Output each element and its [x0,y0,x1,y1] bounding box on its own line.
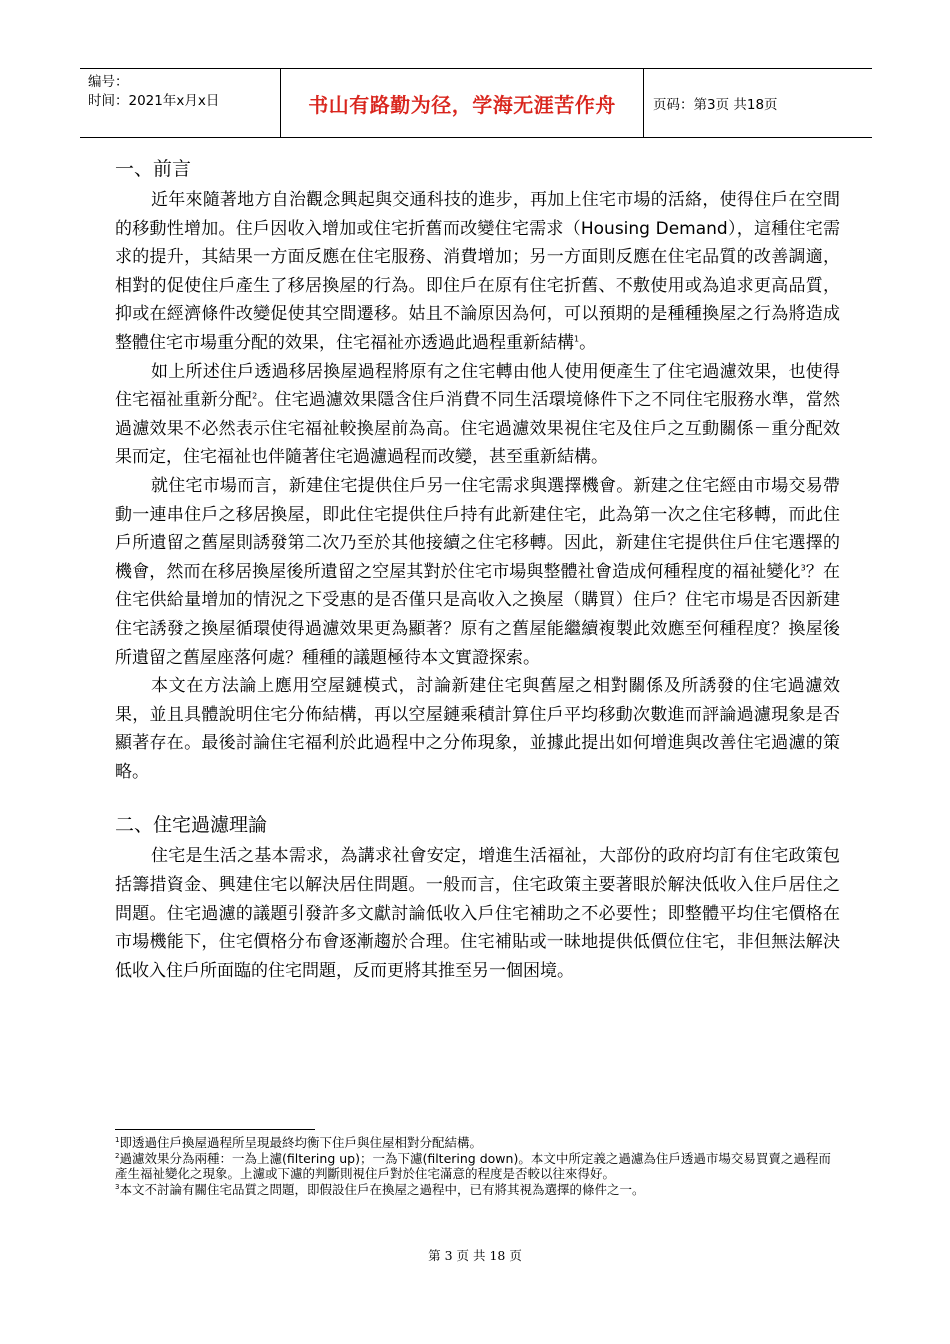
section-heading-introduction: 一、前言 [115,158,192,180]
footnote-ref: 2 [252,391,258,401]
footnote-item [115,1151,840,1182]
paragraph-text: 。 [579,332,597,353]
footnote-number: 2 [115,1151,120,1160]
main-content [115,152,840,985]
header-page-info-cell [644,69,872,137]
header-number-label: 编号： [88,74,129,90]
header-time-label: 时间：2021年x月x日 [88,93,220,109]
page-header [80,68,872,138]
header-meta [80,69,280,137]
header-page-info: 页码：第3页 共18页 [653,97,778,113]
section-heading-filtering-theory: 二、住宅過濾理論 [115,814,268,837]
paragraph: 住宅是生活之基本需求，為講求社會安定，增進生活福祉，大部份的政府均訂有住宅政策包括籌措資金、興建住宅以解決居住問題。一般而言，住宅政策主要著眼於解決低收入住戶居住之問題。住宅過濾的議題引發許多文獻討論低收入戶住宅補助之不必要性；即整體平均住宅價格在市場機能下，住宅價格分布會逐漸趨於合理。住宅補貼或一昧地提供低價位住宅，非但無法解決低收入住戶所面臨的住宅問題，反而更將其推至另一個困境。 [115,846,840,981]
footnote-text: 本文不討論有關住宅品質之問題，即假設住戶在換屋之過程中，已有將其視為選擇的條件之一。 [119,1181,645,1197]
footnote-divider [115,1129,315,1130]
paragraph-text: 就住宅市場而言，新建住宅提供住戶另一住宅需求與選擇機會。新建之住宅經由市場交易帶動一連串住戶之移居換屋，即此住宅提供住戶持有此新建住宅，此為第一次之住宅移轉，而此住戶所遺留之舊屋則誘發第二次乃至於其他接續之住宅移轉。因此，新建住宅提供住戶住宅選擇的機會，然而在移居換屋後所遺留之空屋其對於住宅市場與整體社會造成何種程度的福祉變化 [115,475,840,582]
footnote-ref: 1 [574,334,580,344]
paragraph-text: 如上所述住戶透過移居換屋過程將原有之住宅轉由他人使用便產生了住宅過濾效果，也使得住宅福祉重新分配 [115,361,840,411]
footnote-item [115,1182,840,1198]
header-motto: 书山有路勤为径，学海无涯苦作舟 [308,92,616,117]
footnote-ref: 3 [800,563,806,573]
paragraph-text: 近年來隨著地方自治觀念興起與交通科技的進步，再加上住宅市場的活絡，使得住戶在空間的移動性增加。住戶因收入增加或住宅折舊而改變住宅需求（Housing Demand），這種住宅需求的提升，其結果一方面反應在住宅服務、消費增加；另一方面則反應在住宅品質的改善調適，相對的促使住戶產生了移居換屋的行為。即住戶在原有住宅折舊、不敷使用或為追求更高品質，抑或在經濟條件改變促使其空間遷移。姑且不論原因為何，可以預期的是種種換屋之行為將造成整體住宅市場重分配的效果，住宅福祉亦透過此過程重新結構 [115,190,840,353]
footnote-number: 1 [115,1135,120,1144]
footer-page-number: 第 3 页 共 18 页 [428,1248,522,1263]
paragraph-text: 。住宅過濾效果隱含住戶消費不同生活環境條件下之不同住宅服務水準，當然過濾效果不必然表示住宅福祉較換屋前為高。住宅過濾效果視住宅及住戶之互動關係－重分配效果而定，住宅福祉也伴隨著住宅過濾過程而改變，甚至重新結構。 [115,390,840,468]
paragraph [115,186,840,358]
page-footer [0,1246,950,1264]
footnotes [115,1135,840,1197]
footnote-text: 即透過住戶換屋過程所呈現最終均衡下住戶與住屋相對分配結構。 [119,1135,482,1150]
footnote-number: 3 [115,1182,120,1191]
footnote-text: 過濾效果分為兩種：一為上濾(filtering up)；一為下濾(filtering down)。本文中所定義之過濾為住戶透過市場交易買賣之過程而產生福祉變化之現象。上濾或下濾的判斷則視住戶對於住宅滿意的程度是否較以往來得好。 [115,1150,831,1181]
footnote-item [115,1135,840,1151]
paragraph [115,358,840,472]
header-motto-cell [280,69,644,137]
paragraph-text: ？在住宅供給量增加的情況之下受惠的是否僅只是高收入之換屋（購買）住戶？住宅市場是否因新建住宅誘發之換屋循環使得過濾效果更為顯著？原有之舊屋能繼續複製此效應至何種程度？換屋後所遺留之舊屋座落何處？種種的議題極待本文實證探索。 [115,561,840,668]
paragraph [115,472,840,672]
paragraph: 本文在方法論上應用空屋鏈模式，討論新建住宅與舊屋之相對關係及所誘發的住宅過濾效果，並且具體說明住宅分佈結構，再以空屋鏈乘積計算住戶平均移動次數進而評論過濾現象是否顯著存在。最後討論住宅福利於此過程中之分佈現象，並據此提出如何增進與改善住宅過濾的策略。 [115,676,840,782]
